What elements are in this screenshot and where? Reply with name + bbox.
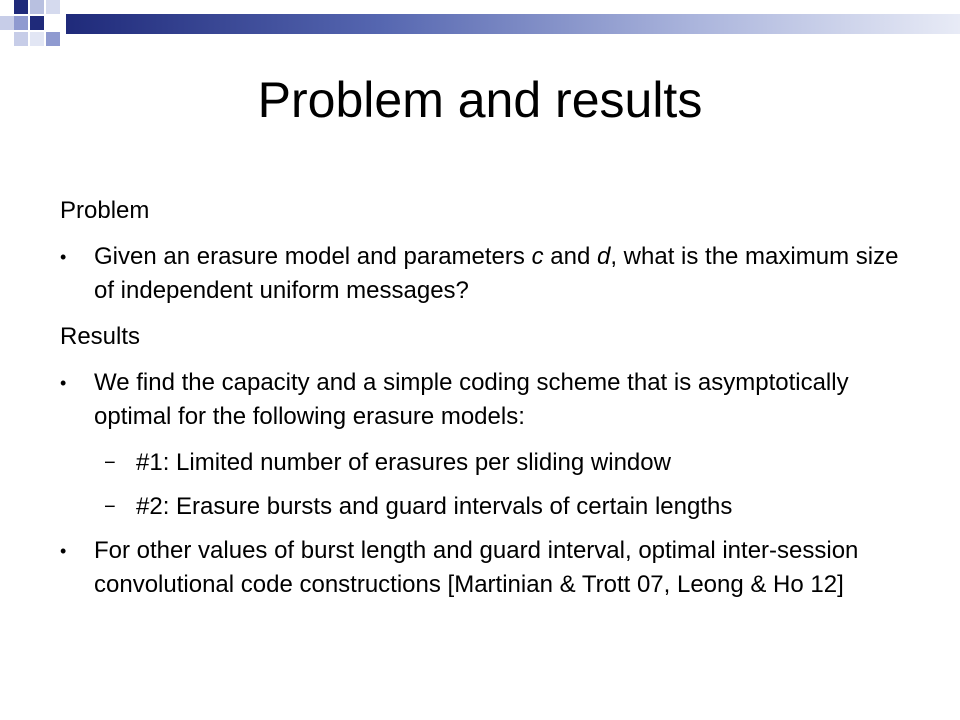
results-bullet-2-text: For other values of burst length and guard interval, optimal inter-session convolutional code constructions [Martinian & Trott 07, Leong & Ho 12] xyxy=(94,537,859,598)
sub-bullet-2 xyxy=(60,490,900,524)
results-bullet-1 xyxy=(60,366,900,434)
header-decoration xyxy=(0,0,960,60)
sub-bullet-1-text: #1: Limited number of erasures per sliding window xyxy=(136,449,671,476)
header-square xyxy=(14,32,28,46)
results-heading: Results xyxy=(60,323,141,350)
problem-text-part1: Given an erasure model and parameters xyxy=(94,243,532,270)
dash-icon: − xyxy=(104,452,116,474)
page-title: Problem and results xyxy=(257,72,703,128)
results-bullet-2 xyxy=(60,534,900,602)
header-square xyxy=(46,32,60,46)
problem-bullet xyxy=(60,240,900,308)
sub-bullet-1 xyxy=(60,446,900,480)
bullet-icon: • xyxy=(60,247,67,267)
param-c: c xyxy=(531,243,544,270)
header-square xyxy=(14,16,28,30)
bullet-icon: • xyxy=(60,373,67,393)
header-square xyxy=(46,0,60,14)
dash-icon: − xyxy=(104,496,116,518)
header-square xyxy=(14,0,28,14)
header-square xyxy=(30,0,44,14)
bullet-icon: • xyxy=(60,541,67,561)
header-square xyxy=(0,16,14,30)
header-square xyxy=(30,16,44,30)
param-d: d xyxy=(596,243,611,270)
results-bullet-1-text: We find the capacity and a simple coding scheme that is asymptotically optimal for the following erasure models: xyxy=(94,369,849,430)
slide-content xyxy=(60,194,900,614)
problem-text-part2: and xyxy=(543,243,597,270)
problem-text-part3: , what is the maximum size of independent uniform messages? xyxy=(94,243,899,304)
problem-heading: Problem xyxy=(60,197,150,224)
header-square xyxy=(30,32,44,46)
sub-bullet-2-text: #2: Erasure bursts and guard intervals of certain lengths xyxy=(136,493,733,520)
header-gradient-bar xyxy=(66,14,960,34)
